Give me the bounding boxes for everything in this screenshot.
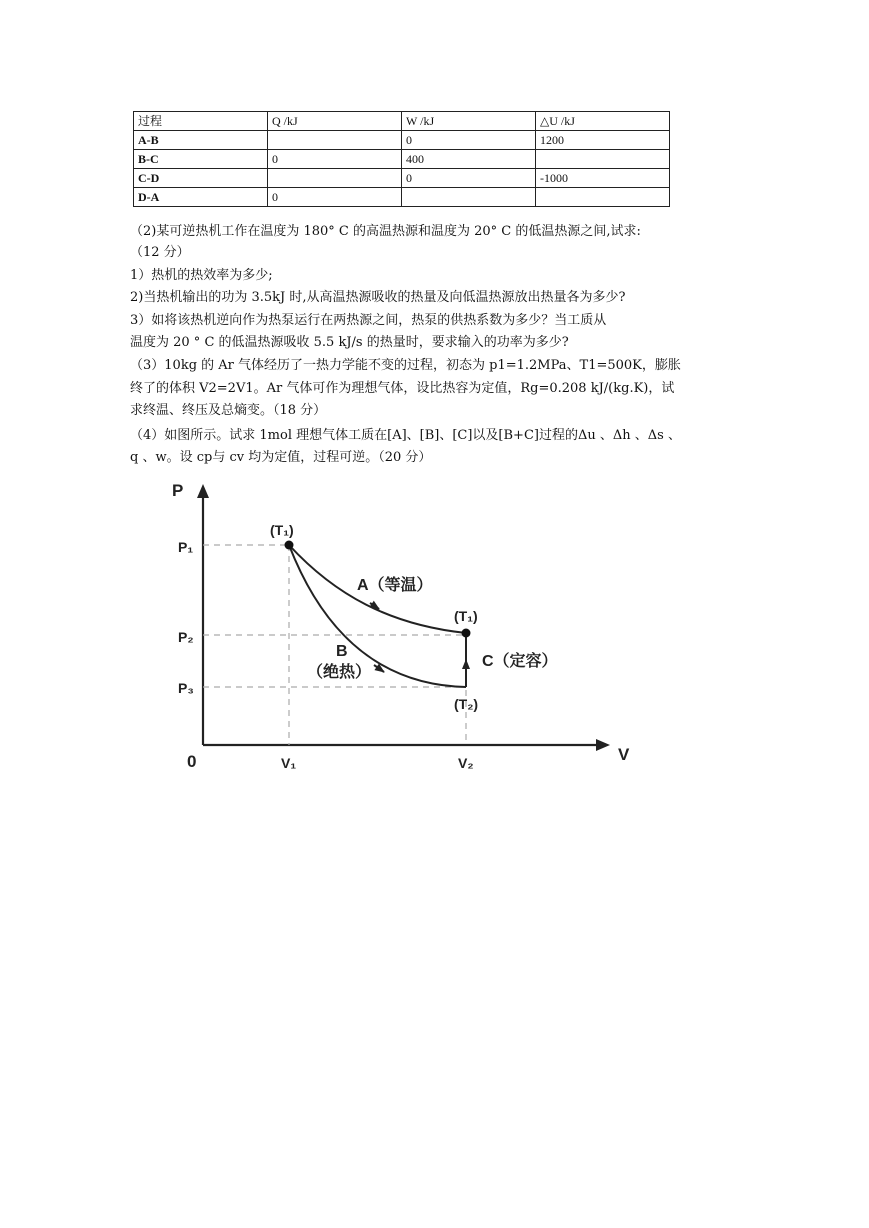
table-cell: 0 (268, 150, 402, 169)
line-c-label: C（定容） (482, 653, 558, 670)
header-cell: 过程 (134, 112, 268, 131)
q4-text: （4）如图所示。试求 1mol 理想气体工质在[A]、[B]、[C]以及[B+C]过程的Δu 、Δh 、Δs 、 (130, 428, 681, 443)
table-cell: 400 (402, 150, 536, 169)
axis-y-label: P (172, 481, 184, 500)
q2-text: （2)某可逆热机工作在温度为 180° C 的高温热源和温度为 20° C 的低温热源之间,试求: (130, 224, 641, 239)
q3-text: （3）10kg 的 Ar 气体经历了一热力学能不变的过程，初态为 p1=1.2MPa、T1=500K，膨胀 (130, 358, 681, 373)
table-cell: C-D (134, 169, 268, 188)
header-cell: △U /kJ (536, 112, 670, 131)
table-cell: B-C (134, 150, 268, 169)
q3-text-2: 终了的体积 V2=2V1。Ar 气体可作为理想气体，设比热容为定值，Rg=0.208 kJ/(kg.K)，试 (130, 381, 675, 396)
p3-label: P₃ (178, 680, 194, 696)
curve-b-label: B (336, 643, 348, 660)
origin-label: 0 (187, 752, 197, 771)
v2-label: V₂ (458, 755, 474, 771)
table-cell: -1000 (536, 169, 670, 188)
q2-item-1: 1）热机的热效率为多少; (130, 268, 273, 283)
table-cell: 0 (268, 188, 402, 207)
t1-start-label: (T₁) (270, 522, 294, 538)
y-axis-arrow-icon (197, 484, 209, 498)
header-cell: W /kJ (402, 112, 536, 131)
table-cell: 1200 (536, 131, 670, 150)
q2-item-2: 2)当热机输出的功为 3.5kJ 时,从高温热源吸收的热量及向低温热源放出热量各为多少? (130, 290, 626, 305)
table-cell: D-A (134, 188, 268, 207)
v1-label: V₁ (281, 755, 297, 771)
q4-text-2: q 、w。设 cp与 cv 均为定值，过程可逆。（20 分） (130, 450, 432, 465)
table-cell: 0 (402, 169, 536, 188)
q2-item-3: 3）如将该热机逆向作为热泵运行在两热源之间，热泵的供热系数为多少？当工质从 (130, 313, 607, 328)
state-point-2 (462, 629, 471, 638)
curve-a-label: A（等温） (357, 577, 433, 594)
table-cell: A-B (134, 131, 268, 150)
table-cell: 0 (402, 131, 536, 150)
curve-b-sublabel: （绝热） (307, 664, 372, 681)
q2-item-3-cont: 温度为 20 ° C 的低温热源吸收 5.5 kJ/s 的热量时，要求输入的功率为多少? (130, 335, 569, 350)
t1-end-label: (T₁) (454, 608, 478, 624)
state-point-1 (285, 541, 294, 550)
t2-label: (T₂) (454, 696, 479, 712)
x-axis-arrow-icon (596, 739, 610, 751)
axis-x-label: V (618, 745, 630, 764)
p2-label: P₂ (178, 629, 194, 645)
q2-score: （12 分） (130, 245, 190, 260)
p1-label: P₁ (178, 539, 194, 555)
header-cell: Q /kJ (268, 112, 402, 131)
q3-text-3: 求终温、终压及总熵变。（18 分） (130, 403, 327, 418)
